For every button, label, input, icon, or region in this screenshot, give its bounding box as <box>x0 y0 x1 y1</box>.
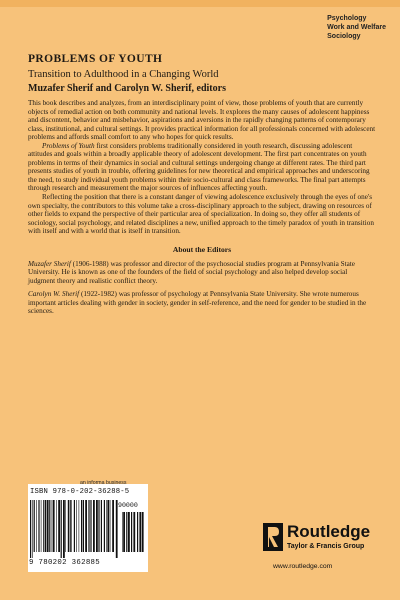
barcode-bar <box>85 500 87 552</box>
barcode-bar <box>71 500 72 552</box>
subject-categories <box>327 14 386 41</box>
description-paragraph-2-text: first considers problems traditionally considered in youth research, discussing adolescent attitudes and goals within a broadly applicable theory of adolescent development. The first part concentrates on youth problems in terms of their dynamics in social and cultural settings undergoing change at different rates. The third part presents studies of youth in trouble, offering guidelines for new theoretical and empirical approaches and underscoring the need, to study individual youth problems within their socio-cultural and class frameworks. The final part attempts through research and measurement the major sources of influences affecting youth. <box>28 141 370 193</box>
subject-psychology: Psychology <box>327 15 367 22</box>
barcode-bar <box>34 500 35 552</box>
about-editors-heading: About the Editors <box>172 244 232 254</box>
barcode-bar <box>128 512 130 552</box>
barcode-bar <box>112 500 114 552</box>
barcode-bar <box>47 500 49 552</box>
barcode-bar <box>79 500 80 552</box>
barcode-bar <box>139 512 141 552</box>
barcode-bar <box>106 500 107 552</box>
barcode-bar <box>32 500 33 558</box>
book-subtitle: Transition to Adulthood in a Changing World <box>28 69 219 80</box>
routledge-logo-icon <box>263 523 283 551</box>
barcode-bar <box>41 500 42 552</box>
barcode-bar <box>93 500 95 552</box>
barcode-bar <box>63 500 65 558</box>
top-color-band <box>0 0 400 7</box>
back-cover-content <box>28 53 376 321</box>
barcode-bar <box>74 500 75 552</box>
description-paragraph-2 <box>28 142 376 193</box>
barcode-bar <box>137 512 138 552</box>
bio-2-text: (1922-1982) was professor of psychology at Pennsylvania State University. She wrote numerous important articles dealing with gender in society, gender in self-reference, and the need for gender to be studied in the sciences. <box>28 290 367 316</box>
barcode-bar <box>58 500 60 552</box>
barcode-bar <box>68 500 69 552</box>
barcode-bar <box>70 500 71 552</box>
barcode-bar <box>53 500 55 552</box>
barcode-bar <box>126 512 127 552</box>
barcode-bar <box>88 500 89 552</box>
barcode-bar <box>89 500 90 552</box>
description <box>28 99 376 236</box>
isbn-text: ISBN 978-0-202-36288-5 <box>30 488 130 496</box>
bio-1-text: (1906-1988) was professor and director of the psychosocial studies program at Pennsylvania State University. He is known as one of the founders of the field of social psychology and also helped develop social judgment theory and realistic conflict theory. <box>28 259 355 285</box>
barcode-bar <box>110 500 111 552</box>
barcode-bar <box>65 500 66 552</box>
barcode-bar <box>116 500 118 558</box>
barcode-bar <box>133 512 135 552</box>
bio-2-name: Carolyn W. Sherif <box>28 290 80 299</box>
barcode-bar <box>101 500 102 552</box>
barcode-bar <box>52 500 53 552</box>
description-paragraph-3: Reflecting the position that there is a constant danger of viewing adolescence exclusively through the eyes of one's own specialty, the contributors to this volume take a cross-disciplinary approach to the subject, drawing on resources of other fields to expand the perspective of their particular area of specialization. In doing so, they offer all students of sociology, social psychology, and related disciplines a new, unified approach to the timely paradox of youth in transition with itself and with a world that is itself in transition. <box>28 193 374 236</box>
bio-carolyn-sherif <box>28 290 376 316</box>
bio-muzafer-sherif <box>28 260 376 286</box>
barcode-bar <box>123 512 125 552</box>
barcode-bar <box>98 500 99 552</box>
barcode-bar <box>36 500 37 552</box>
barcode-bar <box>56 500 57 552</box>
barcode-bar <box>83 500 84 552</box>
ean-number: 9 780202 362885 <box>29 559 101 567</box>
barcode-bar <box>76 500 77 552</box>
barcode-bar <box>131 512 132 552</box>
publisher-name: Routledge <box>287 522 371 541</box>
publisher-url[interactable]: www.routledge.com <box>273 563 333 570</box>
barcode-bar <box>43 500 44 552</box>
barcode-bar <box>81 500 82 552</box>
barcode-bar <box>104 500 105 552</box>
barcode-bar <box>45 500 46 552</box>
subject-sociology: Sociology <box>327 33 361 40</box>
barcode-bar <box>38 500 39 552</box>
publisher-group: Taylor & Francis Group <box>287 543 365 550</box>
barcode-bar <box>30 500 31 558</box>
book-title-reference: Problems of Youth <box>42 141 95 150</box>
bio-1-name: Muzafer Sherif <box>28 259 71 268</box>
barcode-bar <box>61 500 62 558</box>
barcode-bar <box>96 500 98 552</box>
informa-business-label: an informa business <box>80 480 127 486</box>
barcode-bar <box>142 512 144 552</box>
barcode-addon-number: 90000 <box>118 502 138 509</box>
barcode-bar <box>49 500 50 552</box>
description-paragraph-1: This book describes and analyzes, from an interdisciplinary point of view, those problems of youth that are currently objects of remedial action on both community and national levels. It explores the many causes of adolescent happiness and discontent, behavior and misbehavior, aspirations and aversions in the rapidly changing patterns of contemporary class, institutional, and cultural settings. It provides practical information for all professionals concerned with adolescent problems and affords small comfort to any who hopes for quick results. <box>28 99 376 142</box>
barcode-addon-bars <box>122 512 146 558</box>
barcode-bar <box>107 500 109 552</box>
book-title: PROBLEMS OF YOUTH <box>28 53 163 65</box>
barcode-main-bars <box>30 500 118 558</box>
subject-work-and-welfare: Work and Welfare <box>327 24 386 31</box>
barcode-bar <box>91 500 92 552</box>
book-editors: Muzafer Sherif and Carolyn W. Sherif, editors <box>28 83 226 94</box>
editor-bios <box>28 260 376 316</box>
barcode-bar <box>122 512 123 552</box>
